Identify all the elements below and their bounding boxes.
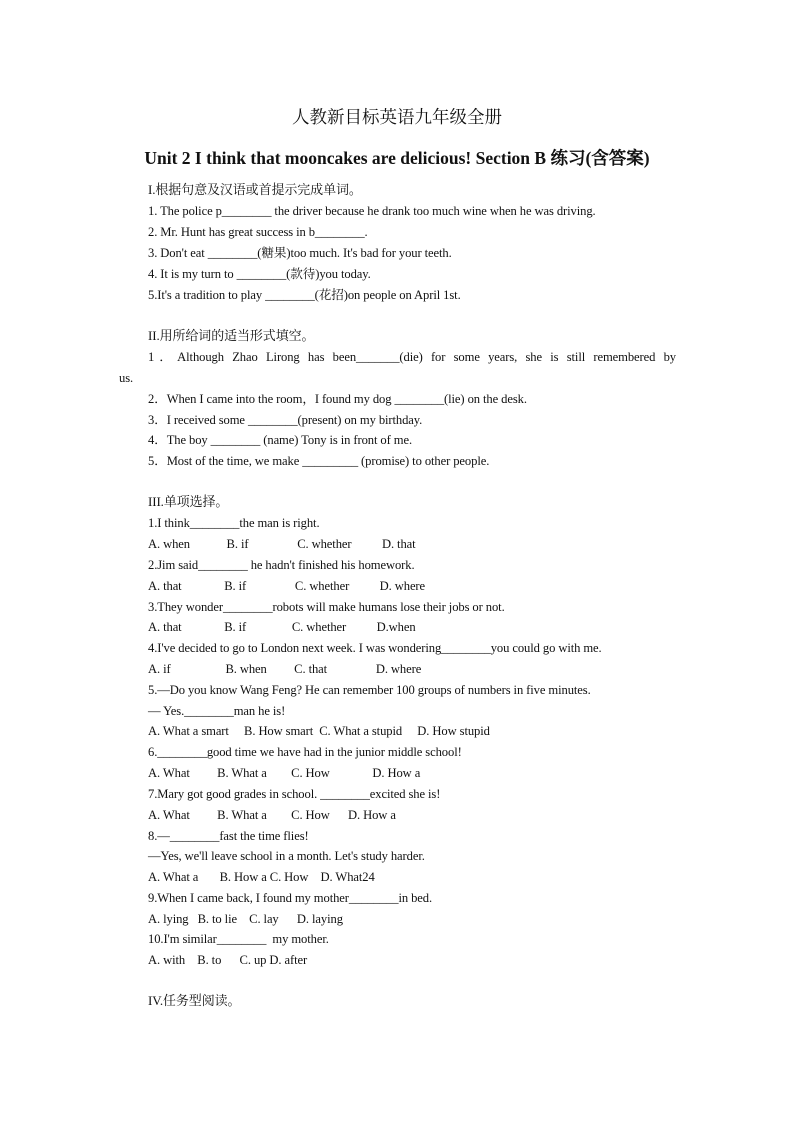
s2-item-5: 5．Most of the time, we make _________ (promise) to other people. (148, 454, 490, 468)
s1-item-4: 4. It is my turn to ________(款待)you today. (148, 267, 371, 281)
s2-item-4: 4．The boy ________ (name) Tony is in front of me. (148, 433, 413, 447)
section-4-heading: IV.任务型阅读。 (148, 993, 241, 1008)
s3-line: 7.Mary got good grades in school. ________excited she is! (148, 787, 441, 801)
s3-line: A. that B. if C. whether D.when (148, 620, 416, 634)
s3-line: — Yes.________man he is! (148, 704, 286, 718)
section-3-heading: III.单项选择。 (148, 494, 229, 509)
s3-line: 3.They wonder________robots will make humans lose their jobs or not. (148, 600, 505, 614)
s3-line: A. if B. when C. that D. where (148, 662, 422, 676)
s3-line: A. What B. What a C. How D. How a (148, 808, 396, 822)
s3-line: 8.—________fast the time flies! (148, 829, 309, 843)
s2-item-1-line-1: 1．Although Zhao Lirong has been_______(die) for some years, she is still remembered by (148, 350, 676, 364)
s3-line: A. with B. to C. up D. after (148, 953, 308, 967)
s3-line: 9.When I came back, I found my mother________in bed. (148, 891, 433, 905)
s3-line: 10.I'm similar________ my mother. (148, 932, 329, 946)
doc-title: 人教新目标英语九年级全册 (292, 107, 502, 127)
s1-item-5: 5.It's a tradition to play ________(花招)on people on April 1st. (148, 288, 461, 302)
s3-line: A. that B. if C. whether D. where (148, 579, 426, 593)
s2-item-1-line-2: us. (119, 371, 134, 385)
section-1-heading: I.根据句意及汉语或首提示完成单词。 (148, 182, 362, 197)
doc-subtitle: Unit 2 I think that mooncakes are delicious! Section B 练习(含答案) (144, 148, 650, 168)
s3-line: —Yes, we'll leave school in a month. Let's study harder. (148, 849, 425, 863)
s3-line: A. lying B. to lie C. lay D. laying (148, 912, 343, 926)
s3-line: 2.Jim said________ he hadn't finished his homework. (148, 558, 415, 572)
s2-item-3: 3．I received some ________(present) on my birthday. (148, 413, 423, 427)
s3-line: A. What a B. How a C. How D. What24 (148, 870, 375, 884)
s1-item-2: 2. Mr. Hunt has great success in b________. (148, 225, 368, 239)
s1-item-3: 3. Don't eat ________(糖果)too much. It's bad for your teeth. (148, 246, 452, 260)
s3-line: A. when B. if C. whether D. that (148, 537, 416, 551)
s3-line: 4.I've decided to go to London next week. I was wondering________you could go with me. (148, 641, 602, 655)
s3-line: A. What a smart B. How smart C. What a stupid D. How stupid (148, 724, 490, 738)
s3-line: A. What B. What a C. How D. How a (148, 766, 421, 780)
s3-line: 1.I think________the man is right. (148, 516, 320, 530)
s3-line: 5.—Do you know Wang Feng? He can remember 100 groups of numbers in five minutes. (148, 683, 591, 697)
section-2-heading: II.用所给词的适当形式填空。 (148, 328, 315, 343)
s2-item-2: 2．When I came into the room，I found my dog ________(lie) on the desk. (148, 392, 527, 406)
s3-line: 6.________good time we have had in the junior middle school! (148, 745, 462, 759)
s1-item-1: 1. The police p________ the driver because he drank too much wine when he was driving. (148, 204, 596, 218)
